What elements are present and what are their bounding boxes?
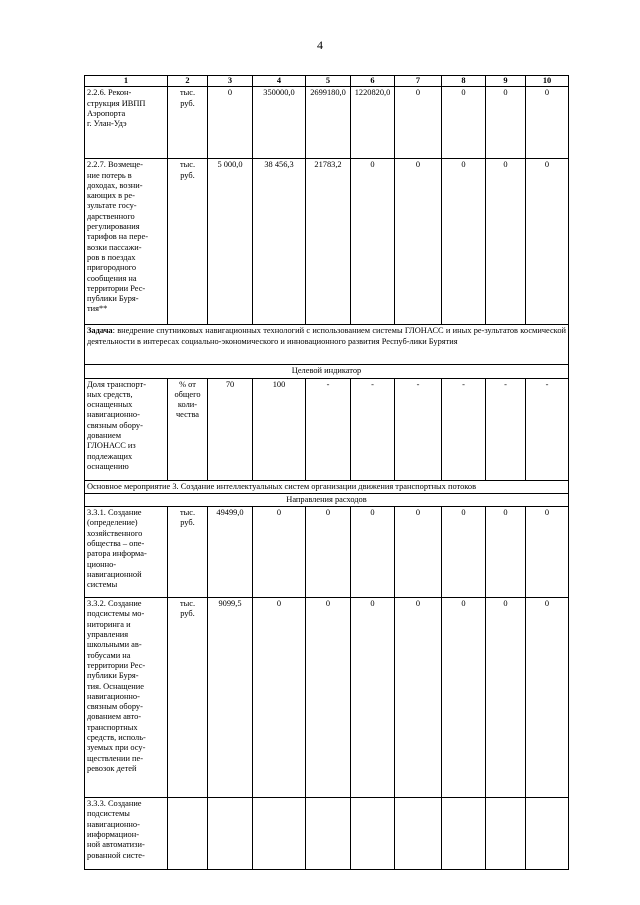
row-value (486, 798, 526, 870)
row-value (442, 798, 486, 870)
target-indicator-header: Целевой индикатор (85, 365, 569, 378)
row-value: 0 (486, 507, 526, 598)
indicator-value: - (442, 378, 486, 480)
row-name: 3.3.2. Создание подсистемы мо- ниторинга и управления школьными ав- тобусами на территории Рес- публики Буря- тия. Оснащение навигационно- связным обору- дованием авто- транспортных средств, исполь- зуемых при осу- ществлении пе- ревозок детей (85, 598, 168, 798)
row-value: 0 (395, 507, 442, 598)
row-value (306, 798, 351, 870)
row-value: 0 (442, 598, 486, 798)
row-value: 0 (486, 87, 526, 159)
row-value: 0 (526, 159, 569, 325)
column-header-row (85, 76, 569, 87)
row-name: 2.2.6. Рекон- струкция ИВПП Аэропорта г. Улан-Удэ (85, 87, 168, 159)
row-value (253, 798, 306, 870)
row-value: 21783,2 (306, 159, 351, 325)
row-value: 0 (351, 159, 395, 325)
table-row (85, 159, 569, 325)
row-value: 0 (526, 87, 569, 159)
row-value: 0 (526, 507, 569, 598)
row-value: 0 (442, 507, 486, 598)
column-header: 3 (208, 76, 253, 87)
row-value: 0 (526, 598, 569, 798)
task-text (85, 325, 569, 365)
indicator-value: 100 (253, 378, 306, 480)
indicator-value: - (486, 378, 526, 480)
row-value: 2699180,0 (306, 87, 351, 159)
row-unit: тыс. руб. (168, 507, 208, 598)
row-value: 0 (253, 598, 306, 798)
column-header: 10 (526, 76, 569, 87)
indicator-name: Доля транспорт- ных средств, оснащенных навигационно- связным обору- дованием ГЛОНАСС из подлежащих оснащению (85, 378, 168, 480)
indicator-value: 70 (208, 378, 253, 480)
row-value: 0 (486, 598, 526, 798)
row-value: 0 (351, 598, 395, 798)
row-value: 0 (395, 159, 442, 325)
row-value: 0 (442, 159, 486, 325)
table-row (85, 798, 569, 870)
indicator-row (85, 378, 569, 480)
row-name: 3.3.1. Создание (определение) хозяйственного общества – опе- ратора информа- ционно- навигационной системы (85, 507, 168, 598)
row-value: 0 (208, 87, 253, 159)
row-unit: тыс. руб. (168, 159, 208, 325)
expenses-header: Направления расходов (85, 493, 569, 506)
section-row (85, 480, 569, 493)
table-row (85, 507, 569, 598)
column-header: 4 (253, 76, 306, 87)
indicator-value: - (395, 378, 442, 480)
row-value: 350000,0 (253, 87, 306, 159)
row-name: 2.2.7. Возмеще- ние потерь в доходах, возни- кающих в ре- зультате госу- дарственного регулирования тарифов на пере- возки пассажи- ров в поездах пригородного сообщения на территории Рес- публики Буря- тия** (85, 159, 168, 325)
indicator-value: - (351, 378, 395, 480)
row-value: 1220820,0 (351, 87, 395, 159)
table-row (85, 598, 569, 798)
row-value: 0 (253, 507, 306, 598)
indicator-unit: % от общего коли- чества (168, 378, 208, 480)
indicator-value: - (306, 378, 351, 480)
row-value: 49499,0 (208, 507, 253, 598)
row-name: 3.3.3. Создание подсистемы навигационно- информацион- ной автоматизи- рованной систе- (85, 798, 168, 870)
budget-table (84, 75, 569, 870)
task-description: : внедрение спутниковых навигационных технологий с использованием системы ГЛОНАСС и иных ре-зультатов космической деятельности в интересах социально-экономического и инновационного развития Респуб-лики Бурятия (87, 326, 566, 346)
column-header: 8 (442, 76, 486, 87)
column-header: 6 (351, 76, 395, 87)
task-label: Задача (87, 326, 113, 336)
column-header: 9 (486, 76, 526, 87)
row-value: 0 (306, 598, 351, 798)
task-row (85, 325, 569, 365)
table-row (85, 87, 569, 159)
row-value: 5 000,0 (208, 159, 253, 325)
page-number: 4 (317, 38, 323, 52)
row-value: 0 (486, 159, 526, 325)
row-unit: тыс. руб. (168, 87, 208, 159)
column-header: 2 (168, 76, 208, 87)
section-row (85, 493, 569, 506)
row-value: 0 (442, 87, 486, 159)
row-value: 9099,5 (208, 598, 253, 798)
column-header: 1 (85, 76, 168, 87)
row-value: 0 (306, 507, 351, 598)
row-unit: тыс. руб. (168, 598, 208, 798)
row-unit (168, 798, 208, 870)
row-value (208, 798, 253, 870)
row-value (526, 798, 569, 870)
indicator-value: - (526, 378, 569, 480)
section-row (85, 365, 569, 378)
row-value: 0 (395, 87, 442, 159)
column-header: 5 (306, 76, 351, 87)
row-value: 38 456,3 (253, 159, 306, 325)
column-header: 7 (395, 76, 442, 87)
row-value: 0 (351, 507, 395, 598)
row-value (351, 798, 395, 870)
main-event: Основное мероприятие 3. Создание интеллектуальных систем организации движения транспортных потоков (85, 480, 569, 493)
row-value (395, 798, 442, 870)
row-value: 0 (395, 598, 442, 798)
